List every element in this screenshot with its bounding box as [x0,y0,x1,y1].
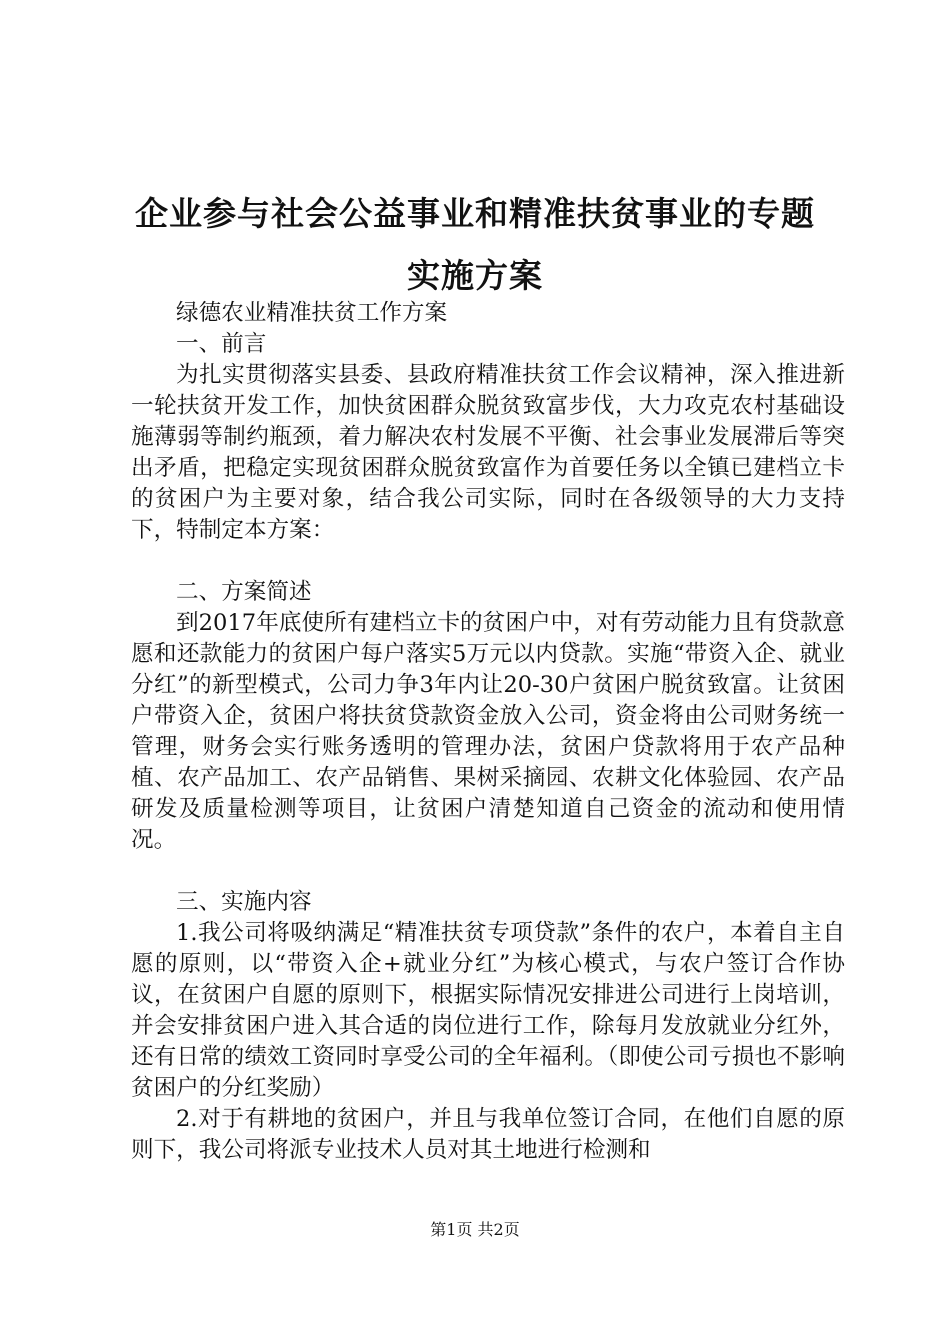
document-body [131,298,845,1166]
paragraph-gap [131,856,845,887]
document-title-line1: 企业参与社会公益事业和精准扶贫事业的专题 [135,194,815,233]
section-paragraph: 1.我公司将吸纳满足“精准扶贫专项贷款”条件的农户，本着自主自愿的原则，以“带资入企+就业分红”为核心模式，与农户签订合作协议，在贫困户自愿的原则下，根据实际情况安排进公司进行上岗培训，并会安排贫困户进入其合适的岗位进行工作，除每月发放就业分红外，还有日常的绩效工资同时享受公司的全年福利。（即使公司亏损也不影响贫困户的分红奖励） [131,920,845,1101]
section-paragraph: 为扎实贯彻落实县委、县政府精准扶贫工作会议精神，深入推进新一轮扶贫开发工作，加快贫困群众脱贫致富步伐，大力攻克农村基础设施薄弱等制约瓶颈，着力解决农村发展不平衡、社会事业发展滞后等突出矛盾，把稳定实现贫困群众脱贫致富作为首要任务以全镇已建档立卡的贫困户为主要对象，结合我公司实际，同时在各级领导的大力支持下，特制定本方案： [131,362,845,543]
section-paragraph: 2.对于有耕地的贫困户，并且与我单位签订合同，在他们自愿的原则下，我公司将派专业技术人员对其土地进行检测和 [131,1106,845,1163]
paragraph-gap [131,546,845,577]
section-paragraph: 到2017年底使所有建档立卡的贫困户中，对有劳动能力且有贷款意愿和还款能力的贫困户每户落实5万元以内贷款。实施“带资入企、就业分红”的新型模式，公司力争3年内让20-30户贫困户脱贫致富。让贫困户带资入企，贫困户将扶贫贷款资金放入公司，资金将由公司财务统一管理，财务会实行账务透明的管理办法，贫困户贷款将用于农产品种植、农产品加工、农产品销售、果树采摘园、农耕文化体验园、农产品研发及质量检测等项目，让贫困户清楚知道自己资金的流动和使用情况。 [131,610,845,853]
section-heading: 三、实施内容 [176,889,312,915]
document-title-line2: 实施方案 [407,256,543,295]
document-subtitle: 绿德农业精准扶贫工作方案 [176,300,448,326]
section-heading: 二、方案简述 [176,579,312,605]
section-heading: 一、前言 [176,331,267,357]
page-footer: 第1页 共2页 [430,1220,520,1239]
